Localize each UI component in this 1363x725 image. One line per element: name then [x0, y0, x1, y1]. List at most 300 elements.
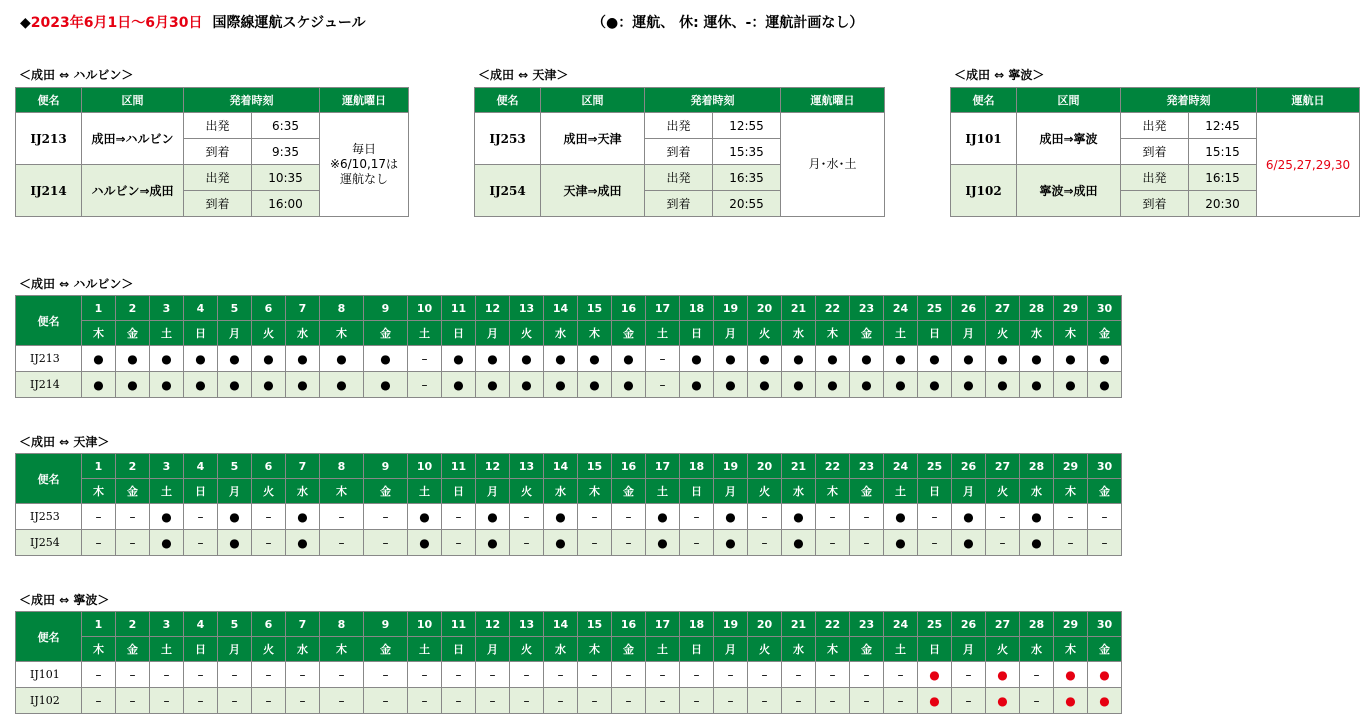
operation-mark: ● — [782, 346, 816, 372]
operation-mark: ● — [918, 688, 952, 714]
day-number: 9 — [364, 454, 408, 479]
day-number: 17 — [646, 612, 680, 637]
calendar-table-2 — [15, 611, 1122, 714]
day-number: 5 — [218, 454, 252, 479]
operation-mark: ● — [748, 346, 782, 372]
operation-mark: – — [1088, 504, 1122, 530]
weekday: 土 — [884, 637, 918, 662]
operation-mark: – — [218, 688, 252, 714]
timetable-1 — [474, 87, 885, 217]
day-number: 28 — [1020, 454, 1054, 479]
operation-mark: – — [782, 662, 816, 688]
weekday: 木 — [1054, 637, 1088, 662]
operation-mark: ● — [252, 346, 286, 372]
day-number: 11 — [442, 296, 476, 321]
operation-mark: – — [680, 662, 714, 688]
weekday: 土 — [408, 479, 442, 504]
operation-mark: – — [850, 688, 884, 714]
weekday: 木 — [82, 479, 116, 504]
arrival-label: 到着 — [184, 139, 252, 165]
day-number: 24 — [884, 296, 918, 321]
weekday: 月 — [952, 321, 986, 346]
departure-label: 出発 — [1121, 165, 1189, 191]
operation-mark: – — [510, 662, 544, 688]
day-number: 19 — [714, 296, 748, 321]
operation-mark: ● — [578, 346, 612, 372]
day-number: 3 — [150, 612, 184, 637]
weekday: 日 — [442, 321, 476, 346]
col-header: 運航曜日 — [781, 88, 885, 113]
day-number: 11 — [442, 454, 476, 479]
operation-mark: ● — [544, 530, 578, 556]
operation-mark: – — [1020, 662, 1054, 688]
operation-mark: ● — [952, 346, 986, 372]
operation-mark: – — [286, 688, 320, 714]
weekday: 火 — [510, 321, 544, 346]
days-line: 毎日 — [351, 142, 376, 156]
route-section: 成田⇒天津 — [541, 113, 645, 165]
operation-mark: – — [150, 662, 184, 688]
operation-mark: – — [116, 662, 150, 688]
day-number: 27 — [986, 296, 1020, 321]
day-number: 23 — [850, 296, 884, 321]
operation-mark: ● — [680, 346, 714, 372]
weekday: 日 — [184, 479, 218, 504]
day-number: 17 — [646, 296, 680, 321]
route-title: ＜成田 ⇔ ハルビン＞ — [19, 277, 134, 291]
day-number: 23 — [850, 454, 884, 479]
weekday: 金 — [364, 479, 408, 504]
operation-mark: – — [680, 504, 714, 530]
weekday: 水 — [782, 637, 816, 662]
operation-mark: ● — [1088, 372, 1122, 398]
operation-mark: ● — [782, 372, 816, 398]
day-number: 15 — [578, 454, 612, 479]
flight-number: IJ102 — [16, 688, 82, 714]
operation-mark: – — [748, 504, 782, 530]
operation-mark: – — [510, 688, 544, 714]
operation-mark: ● — [952, 530, 986, 556]
operation-mark: – — [646, 346, 680, 372]
operation-mark: – — [510, 530, 544, 556]
weekday: 水 — [782, 479, 816, 504]
operation-mark: ● — [1020, 346, 1054, 372]
operation-mark: ● — [150, 530, 184, 556]
operation-mark: – — [612, 662, 646, 688]
departure-time: 6:35 — [252, 113, 320, 139]
arrival-label: 到着 — [645, 191, 713, 217]
weekday: 日 — [442, 479, 476, 504]
weekday: 金 — [1088, 321, 1122, 346]
day-number: 5 — [218, 612, 252, 637]
weekday: 日 — [680, 321, 714, 346]
period-label: 2023年6月1日～6月30日 — [30, 15, 203, 31]
day-number: 30 — [1088, 612, 1122, 637]
weekday: 金 — [612, 479, 646, 504]
operation-mark: ● — [646, 530, 680, 556]
day-number: 19 — [714, 454, 748, 479]
route-section: 天津⇒成田 — [541, 165, 645, 217]
operation-mark: ● — [714, 504, 748, 530]
weekday: 金 — [850, 637, 884, 662]
day-number: 25 — [918, 454, 952, 479]
col-header: 発着時刻 — [645, 88, 781, 113]
day-number: 16 — [612, 296, 646, 321]
operation-mark: – — [320, 662, 364, 688]
operation-mark: – — [680, 530, 714, 556]
operation-mark: – — [252, 688, 286, 714]
operation-mark: ● — [952, 372, 986, 398]
col-header: 便名 — [951, 88, 1017, 113]
departure-time: 12:55 — [713, 113, 781, 139]
operation-mark: – — [116, 504, 150, 530]
departure-label: 出発 — [184, 113, 252, 139]
day-number: 14 — [544, 454, 578, 479]
day-number: 4 — [184, 296, 218, 321]
operation-mark: – — [782, 688, 816, 714]
arrival-label: 到着 — [184, 191, 252, 217]
day-number: 23 — [850, 612, 884, 637]
day-number: 25 — [918, 612, 952, 637]
operation-mark: ● — [218, 372, 252, 398]
weekday: 土 — [408, 321, 442, 346]
col-header: 区間 — [541, 88, 645, 113]
weekday: 日 — [918, 321, 952, 346]
operation-mark: ● — [1088, 662, 1122, 688]
departure-label: 出発 — [184, 165, 252, 191]
operation-mark: – — [218, 662, 252, 688]
weekday: 土 — [150, 321, 184, 346]
operation-mark: – — [884, 662, 918, 688]
day-number: 3 — [150, 296, 184, 321]
operation-mark: – — [408, 688, 442, 714]
calendar-row — [16, 688, 1122, 714]
weekday: 土 — [150, 479, 184, 504]
weekday: 月 — [952, 637, 986, 662]
day-number: 27 — [986, 612, 1020, 637]
operation-mark: – — [82, 504, 116, 530]
weekday: 火 — [748, 637, 782, 662]
schedule-title: 国際線運航スケジュール — [212, 15, 366, 31]
operation-mark: – — [476, 688, 510, 714]
operation-mark: ● — [184, 346, 218, 372]
arrival-time: 20:55 — [713, 191, 781, 217]
day-number: 17 — [646, 454, 680, 479]
operation-mark: – — [544, 662, 578, 688]
operation-mark: – — [1054, 504, 1088, 530]
operation-mark: ● — [1054, 346, 1088, 372]
operation-mark: ● — [252, 372, 286, 398]
operation-mark: – — [510, 504, 544, 530]
page-title — [20, 12, 366, 32]
weekday: 火 — [252, 479, 286, 504]
flight-row — [951, 113, 1360, 139]
operation-mark: ● — [884, 346, 918, 372]
operation-mark: ● — [1088, 688, 1122, 714]
weekday: 水 — [544, 321, 578, 346]
operating-days — [1257, 113, 1360, 217]
operation-mark: ● — [150, 372, 184, 398]
legend-text: （●：運航、 休: 運休、-：運航計画なし） — [592, 15, 864, 31]
day-number: 14 — [544, 612, 578, 637]
operation-mark: – — [986, 530, 1020, 556]
weekday: 月 — [476, 321, 510, 346]
operation-mark: ● — [986, 688, 1020, 714]
weekday: 火 — [510, 637, 544, 662]
operation-mark: – — [286, 662, 320, 688]
weekday: 火 — [986, 637, 1020, 662]
col-header: 発着時刻 — [184, 88, 320, 113]
day-number: 30 — [1088, 296, 1122, 321]
weekday: 日 — [184, 321, 218, 346]
weekday: 水 — [782, 321, 816, 346]
operation-mark: – — [82, 530, 116, 556]
operation-mark: ● — [986, 662, 1020, 688]
operation-mark: – — [612, 504, 646, 530]
weekday: 水 — [1020, 479, 1054, 504]
weekday: 日 — [680, 637, 714, 662]
day-number: 18 — [680, 454, 714, 479]
operation-mark: – — [320, 530, 364, 556]
flight-number: IJ213 — [16, 113, 82, 165]
departure-time: 16:15 — [1189, 165, 1257, 191]
flight-number: IJ253 — [475, 113, 541, 165]
operation-mark: ● — [544, 346, 578, 372]
day-number: 24 — [884, 612, 918, 637]
weekday: 金 — [364, 637, 408, 662]
operation-mark: – — [82, 662, 116, 688]
weekday: 火 — [510, 479, 544, 504]
day-number: 13 — [510, 296, 544, 321]
weekday: 金 — [850, 321, 884, 346]
weekday: 水 — [1020, 637, 1054, 662]
weekday: 月 — [218, 321, 252, 346]
weekday: 木 — [578, 479, 612, 504]
operation-mark: – — [578, 688, 612, 714]
operation-mark: ● — [1020, 504, 1054, 530]
operation-mark: – — [364, 688, 408, 714]
weekday: 木 — [816, 479, 850, 504]
day-number: 19 — [714, 612, 748, 637]
operation-mark: – — [986, 504, 1020, 530]
operation-mark: – — [918, 504, 952, 530]
day-number: 29 — [1054, 612, 1088, 637]
departure-label: 出発 — [645, 165, 713, 191]
weekday: 木 — [816, 637, 850, 662]
operation-mark: ● — [612, 346, 646, 372]
day-number: 4 — [184, 454, 218, 479]
day-number: 13 — [510, 612, 544, 637]
day-number: 4 — [184, 612, 218, 637]
operation-mark: – — [952, 688, 986, 714]
flight-col-header: 便名 — [16, 612, 82, 662]
calendar-row — [16, 662, 1122, 688]
operation-mark: ● — [782, 530, 816, 556]
departure-time: 10:35 — [252, 165, 320, 191]
operation-mark: ● — [544, 504, 578, 530]
operation-mark: ● — [918, 662, 952, 688]
weekday: 木 — [82, 637, 116, 662]
weekday: 火 — [748, 321, 782, 346]
operation-mark: – — [364, 504, 408, 530]
operation-mark: ● — [714, 346, 748, 372]
route-title: ＜成田 ⇔ 寧波＞ — [19, 593, 110, 607]
arrival-label: 到着 — [1121, 139, 1189, 165]
operation-mark: – — [578, 530, 612, 556]
departure-label: 出発 — [645, 113, 713, 139]
operation-mark: – — [116, 688, 150, 714]
day-number: 1 — [82, 454, 116, 479]
arrival-time: 15:35 — [713, 139, 781, 165]
operation-mark: – — [442, 504, 476, 530]
weekday: 日 — [442, 637, 476, 662]
operation-mark: ● — [286, 530, 320, 556]
day-number: 18 — [680, 296, 714, 321]
weekday: 火 — [748, 479, 782, 504]
operation-mark: ● — [442, 346, 476, 372]
operation-mark: – — [612, 530, 646, 556]
weekday: 土 — [150, 637, 184, 662]
weekday: 月 — [714, 637, 748, 662]
calendar-row — [16, 346, 1122, 372]
day-number: 8 — [320, 612, 364, 637]
weekday: 水 — [544, 479, 578, 504]
operation-mark: ● — [116, 372, 150, 398]
weekday: 金 — [850, 479, 884, 504]
operation-mark: ● — [510, 372, 544, 398]
operation-mark: – — [884, 688, 918, 714]
weekday: 金 — [116, 637, 150, 662]
operation-mark: – — [646, 688, 680, 714]
operation-mark: ● — [1054, 662, 1088, 688]
weekday: 水 — [544, 637, 578, 662]
col-header: 運航日 — [1257, 88, 1360, 113]
operation-mark: – — [184, 530, 218, 556]
operation-mark: ● — [714, 530, 748, 556]
flight-number: IJ101 — [16, 662, 82, 688]
flight-number: IJ102 — [951, 165, 1017, 217]
weekday: 土 — [646, 321, 680, 346]
day-number: 11 — [442, 612, 476, 637]
operation-mark: ● — [918, 346, 952, 372]
days-line: 月･水･土 — [808, 157, 857, 171]
operation-mark: ● — [612, 372, 646, 398]
day-number: 16 — [612, 454, 646, 479]
weekday: 火 — [252, 637, 286, 662]
flight-number: IJ101 — [951, 113, 1017, 165]
operation-mark: ● — [82, 346, 116, 372]
operating-days — [781, 113, 885, 217]
day-number: 7 — [286, 296, 320, 321]
weekday: 金 — [1088, 479, 1122, 504]
day-number: 29 — [1054, 296, 1088, 321]
route-title: ＜成田 ⇔ 寧波＞ — [954, 68, 1045, 82]
departure-time: 12:45 — [1189, 113, 1257, 139]
operation-mark: ● — [116, 346, 150, 372]
operation-mark: ● — [782, 504, 816, 530]
operation-mark: ● — [884, 530, 918, 556]
operation-mark: ● — [82, 372, 116, 398]
day-number: 10 — [408, 612, 442, 637]
weekday: 木 — [1054, 321, 1088, 346]
day-number: 29 — [1054, 454, 1088, 479]
operation-mark: – — [578, 504, 612, 530]
operation-mark: ● — [748, 372, 782, 398]
col-header: 区間 — [1017, 88, 1121, 113]
operation-mark: ● — [218, 530, 252, 556]
weekday: 木 — [320, 637, 364, 662]
calendar-row — [16, 504, 1122, 530]
weekday: 火 — [986, 479, 1020, 504]
operation-mark: – — [442, 688, 476, 714]
operation-mark: – — [748, 530, 782, 556]
operation-mark: ● — [850, 372, 884, 398]
col-header: 便名 — [475, 88, 541, 113]
day-number: 7 — [286, 612, 320, 637]
operation-mark: – — [714, 688, 748, 714]
weekday: 水 — [1020, 321, 1054, 346]
weekday: 木 — [320, 321, 364, 346]
weekday: 土 — [646, 637, 680, 662]
day-number: 3 — [150, 454, 184, 479]
flight-col-header: 便名 — [16, 296, 82, 346]
operation-mark: ● — [680, 372, 714, 398]
operation-mark: ● — [184, 372, 218, 398]
operation-mark: – — [476, 662, 510, 688]
weekday: 土 — [884, 479, 918, 504]
operation-mark: ● — [986, 346, 1020, 372]
day-number: 26 — [952, 612, 986, 637]
route-title: ＜成田 ⇔ ハルビン＞ — [19, 68, 134, 82]
operation-mark: ● — [1020, 530, 1054, 556]
operation-mark: – — [408, 372, 442, 398]
weekday: 木 — [578, 321, 612, 346]
operation-mark: – — [252, 504, 286, 530]
calendar-row — [16, 530, 1122, 556]
operation-mark: – — [918, 530, 952, 556]
operation-mark: ● — [408, 530, 442, 556]
day-number: 20 — [748, 454, 782, 479]
day-number: 2 — [116, 296, 150, 321]
day-number: 1 — [82, 612, 116, 637]
flight-number: IJ253 — [16, 504, 82, 530]
operation-mark: ● — [286, 504, 320, 530]
flight-col-header: 便名 — [16, 454, 82, 504]
operation-mark: ● — [884, 504, 918, 530]
days-line: ※6/10,17は — [329, 157, 399, 171]
operation-mark: – — [1088, 530, 1122, 556]
operation-mark: ● — [476, 504, 510, 530]
weekday: 土 — [884, 321, 918, 346]
col-header: 区間 — [82, 88, 184, 113]
day-number: 25 — [918, 296, 952, 321]
weekday: 木 — [82, 321, 116, 346]
weekday: 月 — [476, 479, 510, 504]
day-number: 24 — [884, 454, 918, 479]
operation-mark: – — [816, 662, 850, 688]
day-number: 13 — [510, 454, 544, 479]
weekday: 日 — [918, 637, 952, 662]
operation-mark: – — [408, 346, 442, 372]
operation-mark: ● — [544, 372, 578, 398]
day-number: 6 — [252, 296, 286, 321]
weekday: 月 — [952, 479, 986, 504]
day-number: 22 — [816, 612, 850, 637]
operation-mark: ● — [408, 504, 442, 530]
operation-mark: – — [1054, 530, 1088, 556]
operation-mark: ● — [1054, 688, 1088, 714]
flight-number: IJ213 — [16, 346, 82, 372]
